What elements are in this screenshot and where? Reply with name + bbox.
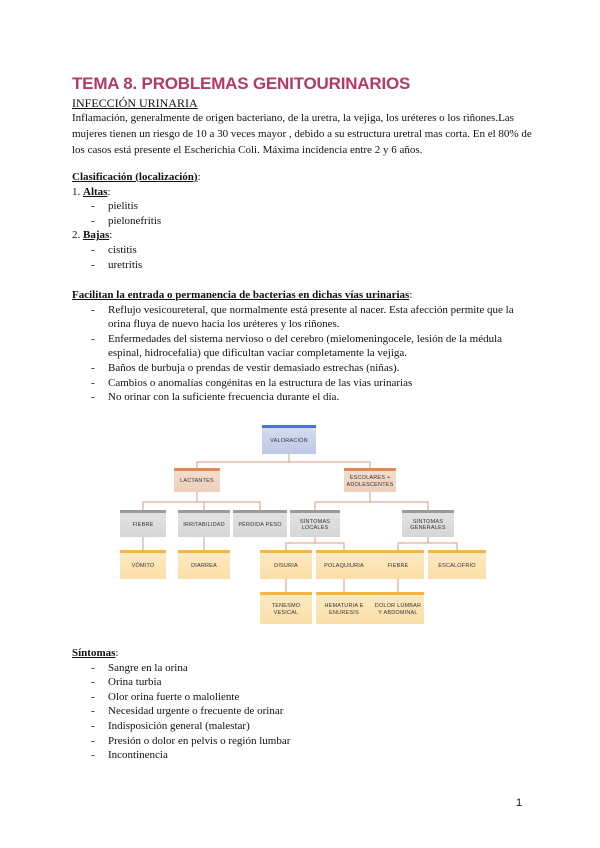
facilitators-list <box>72 303 538 405</box>
symptoms-heading-line <box>72 646 290 661</box>
node-fiebre-escolares: FIEBRE <box>372 550 424 579</box>
node-perdida-peso: PÉRDIDA PESO <box>233 510 287 537</box>
facilitators-heading-suffix: : <box>409 289 413 301</box>
node-dolor-lumbar-abdominal: DOLOR LUMBAR Y ABDOMINAL <box>372 592 424 624</box>
list-item: - Presión o dolor en pelvis o región lumbar <box>72 734 290 749</box>
symptoms-heading: Síntomas <box>72 647 116 659</box>
classification-block <box>72 170 201 272</box>
list-item: - Orina turbia <box>72 675 290 690</box>
list-item: - Sangre en la orina <box>72 661 290 676</box>
node-vomito: VÓMITO <box>120 550 166 579</box>
classification-low-label: Bajas <box>83 229 110 242</box>
symptoms-block <box>72 646 290 763</box>
node-diarrea: DIARREA <box>178 550 230 579</box>
classification-high-number: 1. <box>72 185 81 198</box>
classification-low-list <box>72 243 201 272</box>
classification-high-list <box>72 199 201 228</box>
symptoms-heading-suffix: : <box>115 647 119 659</box>
node-tenesmo-vesical: TENESMO VESICAL <box>260 592 312 624</box>
list-item: - Baños de burbuja o prendas de vestir demasiado estrechas (niñas). <box>72 361 538 376</box>
list-item: - Incontinencia <box>72 748 290 763</box>
list-item: - cistitis <box>72 243 201 258</box>
connector <box>286 579 398 592</box>
section-heading: INFECCIÓN URINARIA <box>72 96 198 110</box>
node-polaquiuria: POLAQUIURIA <box>316 550 372 579</box>
intro-paragraph: Inflamación, generalmente de origen bacteriano, de la uretra, la vejiga, los uréteres o los riñones.Las mujeres tienen un riesgo de 10 a 30 veces mayor , debido a su estructura uretral mas corta. En el 80% de los casos está presente el Escherichia Coli. Máxima incidencia entre 2 y 6 años. <box>72 112 532 156</box>
list-item: - No orinar con la suficiente frecuencia durante el día. <box>72 390 538 405</box>
node-sintomas-generales: SÍNTOMAS GENERALES <box>402 510 454 537</box>
node-fiebre-lactantes: FIEBRE <box>120 510 166 537</box>
classification-heading-line <box>72 170 201 185</box>
facilitators-heading-line <box>72 288 538 303</box>
list-item: - pielitis <box>72 199 201 214</box>
list-item: - pielonefritis <box>72 214 201 229</box>
classification-heading-suffix: : <box>197 171 201 183</box>
facilitators-block <box>72 288 538 405</box>
node-disuria: DISURIA <box>260 550 312 579</box>
symptoms-list <box>72 661 290 763</box>
classification-low-number: 2. <box>72 229 81 242</box>
connector <box>197 454 370 468</box>
page-number: 1 <box>516 797 523 809</box>
node-valoracion: VALORACIÓN <box>262 425 316 454</box>
classification-high-suffix: : <box>107 185 111 198</box>
node-hematuria-enuresis: HEMATURIA E ENURESIS <box>316 592 372 624</box>
classification-high-label: Altas <box>83 185 108 198</box>
node-escolares-adolescentes: ESCOLARES + ADOLESCENTES <box>344 468 396 492</box>
connector <box>398 537 457 550</box>
connector <box>143 537 204 550</box>
list-item: - Olor orina fuerte o maloliente <box>72 690 290 705</box>
node-irritabilidad: IRRITABILIDAD <box>178 510 230 537</box>
classification-high-line <box>72 185 201 200</box>
facilitators-heading: Facilitan la entrada o permanencia de bacterias en dichas vías urinarias <box>72 289 410 301</box>
connector <box>315 492 428 510</box>
node-escalofrio: ESCALOFRÍO <box>428 550 486 579</box>
connector <box>143 492 260 510</box>
list-item: - Necesidad urgente o frecuente de orinar <box>72 704 290 719</box>
node-lactantes: LACTANTES <box>174 468 220 492</box>
classification-low-line <box>72 228 201 243</box>
list-item: - Reflujo vesicoureteral, que normalmente está presente al nacer. Esta afección permite que la orina fluya de nuevo hacia los uréteres y los riñones. <box>72 303 538 332</box>
list-item: - Enfermedades del sistema nervioso o del cerebro (mielomeningocele, lesión de la médula espinal, hidrocefalia) que dificultan vaciar completamente la vejiga. <box>72 332 538 361</box>
connector <box>286 537 344 550</box>
list-item: - uretritis <box>72 258 201 273</box>
node-sintomas-locales: SÍNTOMAS LOCALES <box>290 510 340 537</box>
list-item: - Cambios o anomalías congénitas en la estructura de las vías urinarias <box>72 376 538 391</box>
classification-heading: Clasificación (localización) <box>72 171 198 183</box>
classification-low-suffix: : <box>109 229 113 242</box>
list-item: - Indisposición general (malestar) <box>72 719 290 734</box>
page-title: TEMA 8. PROBLEMAS GENITOURINARIOS <box>72 74 411 93</box>
